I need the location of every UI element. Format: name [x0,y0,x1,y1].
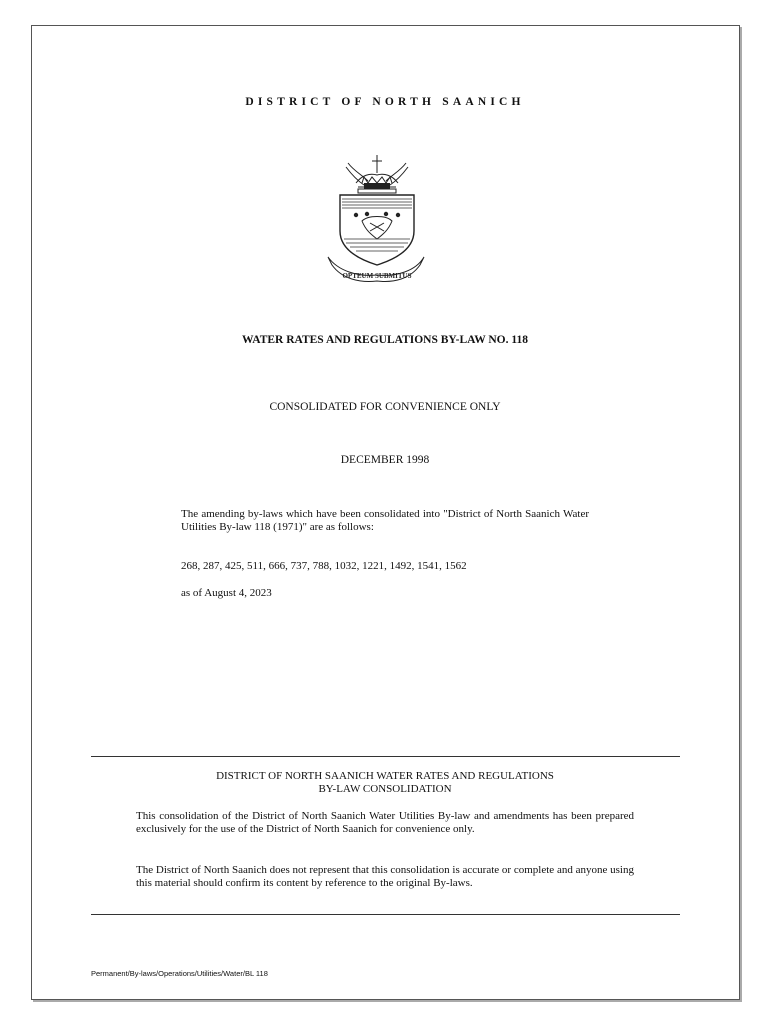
disclaimer-top-rule [91,756,680,757]
district-crest-logo [318,153,428,283]
as-of-date: as of August 4, 2023 [181,587,272,599]
crest-motto: OPTEUM SUBMITUS [342,272,412,280]
disclaimer-title-line1: DISTRICT OF NORTH SAANICH WATER RATES AND REGULATIONS [216,770,554,782]
consolidation-subtitle: CONSOLIDATED FOR CONVENIENCE ONLY [269,401,501,413]
footer-file-path: Permanent/By-laws/Operations/Utilities/Water/BL 118 [91,969,268,978]
disclaimer-bottom-rule [91,914,680,915]
disclaimer-title [0,770,770,796]
disclaimer-paragraph-1: This consolidation of the District of North Saanich Water Utilities By-law and amendments has been prepared exclusively for the use of the District of North Saanich for convenience only. [136,810,634,835]
district-heading: DISTRICT OF NORTH SAANICH [245,96,525,108]
disclaimer-paragraph-2: The District of North Saanich does not represent that this consolidation is accurate or complete and anyone using this material should confirm its content by reference to the original By-laws. [136,864,634,889]
disclaimer-title-line2: BY-LAW CONSOLIDATION [318,783,452,795]
amending-bylaws-intro: The amending by-laws which have been consolidated into "District of North Saanich Water Utilities By-law 118 (1971)" are as follows: [181,508,589,533]
amending-bylaw-numbers: 268, 287, 425, 511, 666, 737, 788, 1032, 1221, 1492, 1541, 1562 [181,560,467,572]
bylaw-title: WATER RATES AND REGULATIONS BY-LAW NO. 118 [242,334,528,346]
document-date: DECEMBER 1998 [340,454,430,466]
